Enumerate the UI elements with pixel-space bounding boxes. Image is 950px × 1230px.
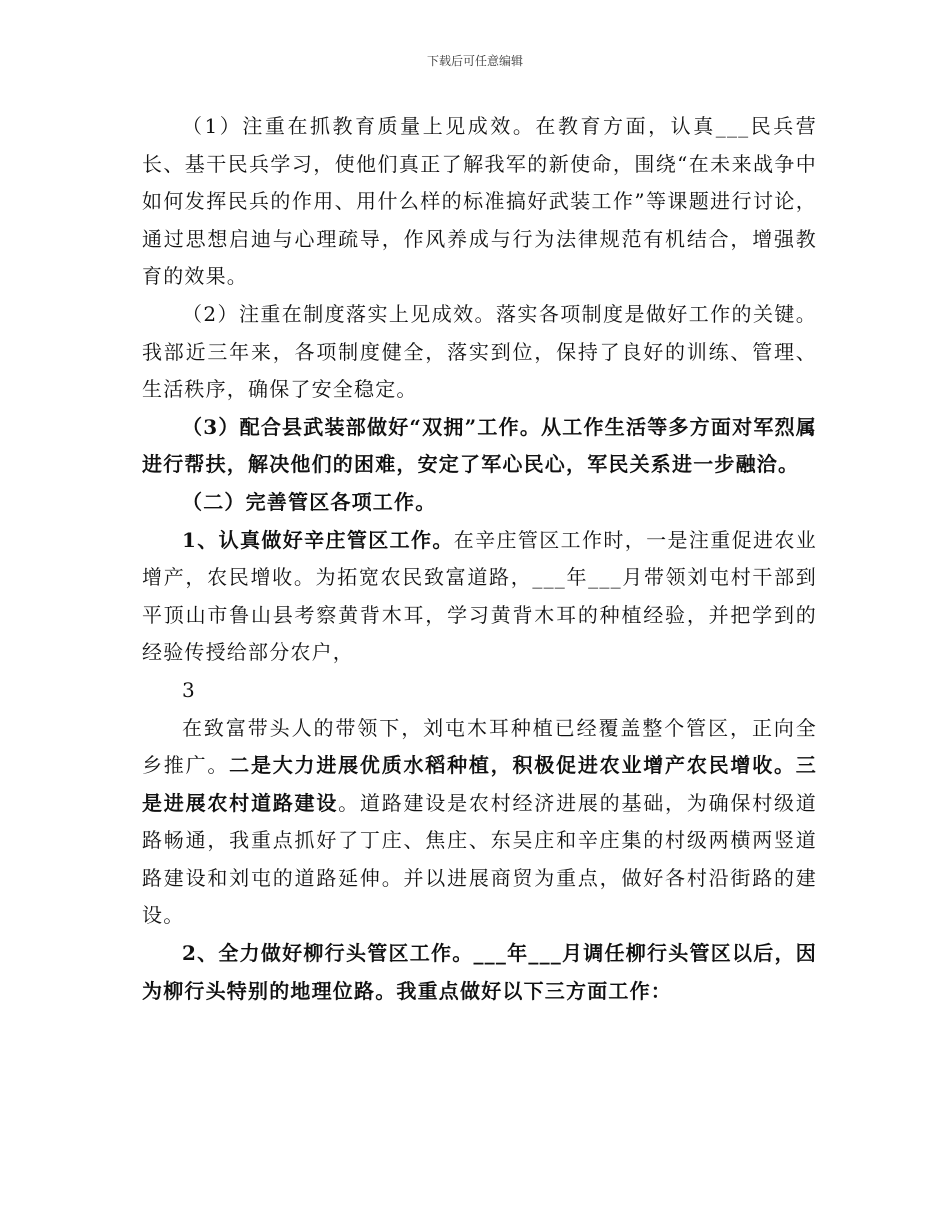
paragraph-5-text: 在辛庄管区工作时，一是注重促进农业增产，农民增收。为拓宽农民致富道路，___年___月带领刘屯村干部到平顶山市鲁山县考察黄背木耳，学习黄背木耳的种植经验，并把学到的经验传授给部分农户， (142, 527, 817, 665)
paragraph-2: （2）注重在制度落实上见成效。落实各项制度是做好工作的关键。我部近三年来，各项制度健全，落实到位，保持了良好的训练、管理、生活秩序，确保了安全稳定。 (142, 301, 817, 402)
paragraph-6-bold: 二是大力进展优质水稻种植，积极促进农业增产农民增收。三是进展农村道路建设 (142, 753, 817, 815)
section-heading: （二）完善管区各项工作。 (182, 489, 437, 514)
paragraph-7: 2、全力做好柳行头管区工作。___年___月调任柳行头管区以后，因为柳行头特别的地理位路。我重点做好以下三方面工作： (142, 941, 817, 1003)
paragraph-6 (142, 710, 817, 936)
paragraph-5 (142, 522, 817, 672)
paragraph-3: （3）配合县武装部做好“双拥”工作。从工作生活等多方面对军烈属进行帮扶，解决他们的困难，安定了军心民心，军民关系进一步融洽。 (142, 414, 817, 477)
page-header: 下载后可任意编辑 (426, 54, 523, 68)
paragraph-6-text-c: 。道路建设是农村经济进展的基础，为确保村级道路畅通，我重点抓好了丁庄、焦庄、东吴庄和辛庄集的村级两横两竖道路建设和刘屯的道路延伸。并以进展商贸为重点，做好各村沿街路的建设。 (142, 790, 817, 928)
paragraph-1: （1）注重在抓教育质量上见成效。在教育方面，认真___民兵营长、基干民兵学习，使他们真正了解我军的新使命，围绕“在未来战争中如何发挥民兵的作用、用什么样的标准搞好武装工作”等课题进行讨论，通过思想启迪与心理疏导，作风养成与行为法律规范有机结合，增强教育的效果。 (142, 114, 817, 289)
paragraph-5-lead: 1、认真做好辛庄管区工作。 (182, 527, 454, 552)
document-body (142, 108, 817, 1010)
paragraph-6-text-a: 在致富带头人的带领下，刘屯木耳种植已经覆盖整个管区，正向全乡推广。 (142, 715, 817, 778)
page-number: 3 (182, 677, 196, 702)
